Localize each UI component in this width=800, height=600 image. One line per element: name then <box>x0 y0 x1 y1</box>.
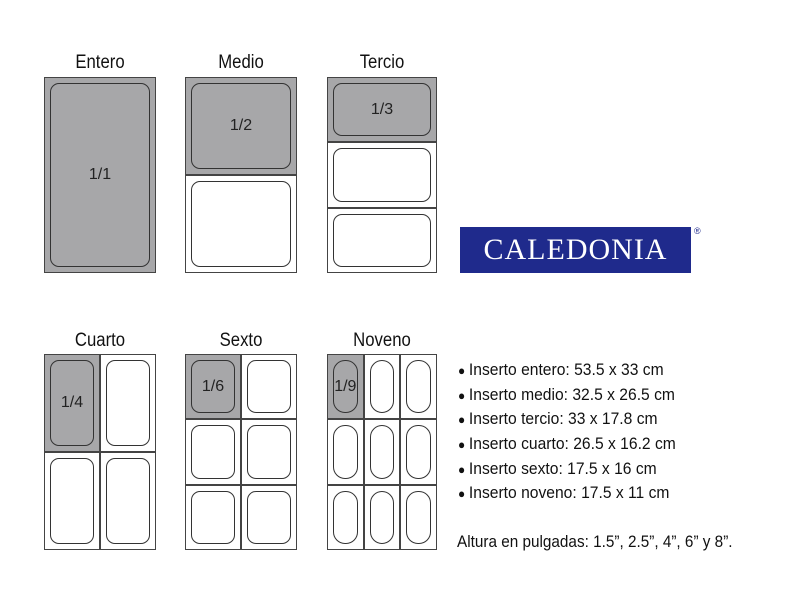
fraction-label-tercio: 1/3 <box>370 100 394 118</box>
pan-section <box>364 419 401 484</box>
insert-outline <box>370 425 395 478</box>
pan-title-entero: Entero <box>75 52 125 73</box>
fraction-label-medio: 1/2 <box>229 117 253 134</box>
pan-frame-tercio <box>327 77 437 273</box>
fraction-label-sexto: 1/6 <box>201 377 225 395</box>
highlighted-section <box>185 354 241 419</box>
highlighted-insert <box>50 83 150 267</box>
insert-outline <box>50 458 94 544</box>
highlighted-section <box>327 354 364 419</box>
pan-section <box>364 485 401 550</box>
insert-outline <box>406 491 431 544</box>
pan-title-cuarto: Cuarto <box>74 330 126 351</box>
fraction-label-cuarto: 1/4 <box>60 394 84 411</box>
pan-title-sexto: Sexto <box>219 330 263 351</box>
highlighted-insert <box>50 360 94 446</box>
insert-outline <box>247 360 291 413</box>
highlighted-insert <box>191 360 235 413</box>
pan-section <box>327 485 364 550</box>
insert-outline <box>333 491 358 544</box>
pan-section <box>44 452 100 550</box>
insert-outline <box>247 491 291 544</box>
caledonia-logo <box>460 227 691 273</box>
heights-note: Altura en pulgadas: 1.5”, 2.5”, 4”, 6” y 8”. <box>457 532 733 551</box>
insert-outline <box>247 425 291 478</box>
pan-section <box>327 419 364 484</box>
spec-item-sexto: ● Inserto sexto: 17.5 x 16 cm <box>458 457 676 482</box>
pan-frame-entero <box>44 77 156 273</box>
insert-outline <box>333 148 431 201</box>
insert-outline <box>333 425 358 478</box>
pan-section <box>100 354 156 452</box>
spec-list <box>458 358 695 506</box>
pan-section <box>400 419 437 484</box>
pan-section <box>364 354 401 419</box>
pan-frame-cuarto <box>44 354 156 550</box>
pan-section <box>400 354 437 419</box>
insert-outline <box>370 491 395 544</box>
spec-item-medio: ● Inserto medio: 32.5 x 26.5 cm <box>458 383 676 408</box>
insert-outline <box>191 181 291 267</box>
insert-outline <box>406 360 431 413</box>
fraction-label-noveno: 1/9 <box>334 377 357 395</box>
spec-item-tercio: ● Inserto tercio: 33 x 17.8 cm <box>458 407 676 432</box>
pan-section <box>241 485 297 550</box>
highlighted-section <box>44 354 100 452</box>
highlighted-insert <box>191 83 291 169</box>
insert-outline <box>370 360 395 413</box>
pan-section <box>241 354 297 419</box>
spec-item-cuarto: ● Inserto cuarto: 26.5 x 16.2 cm <box>458 432 676 457</box>
pan-section <box>241 419 297 484</box>
pan-frame-medio <box>185 77 297 273</box>
highlighted-section <box>185 77 297 175</box>
pan-section <box>400 485 437 550</box>
insert-outline <box>106 360 150 446</box>
insert-outline <box>333 214 431 267</box>
pan-title-tercio: Tercio <box>359 52 405 73</box>
highlighted-section <box>44 77 156 273</box>
registered-mark: ® <box>694 226 701 236</box>
highlighted-section <box>327 77 437 142</box>
insert-outline <box>191 491 235 544</box>
spec-item-noveno: ● Inserto noveno: 17.5 x 11 cm <box>458 481 676 506</box>
highlighted-insert <box>333 83 431 136</box>
pan-title-noveno: Noveno <box>353 330 411 351</box>
insert-outline <box>406 425 431 478</box>
pan-section <box>185 175 297 273</box>
spec-item-entero: ● Inserto entero: 53.5 x 33 cm <box>458 358 676 383</box>
insert-outline <box>106 458 150 544</box>
pan-section <box>327 208 437 273</box>
pan-section <box>185 485 241 550</box>
pan-section <box>100 452 156 550</box>
pan-title-medio: Medio <box>218 52 264 73</box>
logo-text: CALEDONIA <box>483 233 668 266</box>
pan-section <box>327 142 437 207</box>
fraction-label-entero: 1/1 <box>88 166 112 183</box>
insert-outline <box>191 425 235 478</box>
highlighted-insert <box>333 360 358 413</box>
pan-frame-sexto <box>185 354 297 550</box>
pan-section <box>185 419 241 484</box>
pan-frame-noveno <box>327 354 437 550</box>
